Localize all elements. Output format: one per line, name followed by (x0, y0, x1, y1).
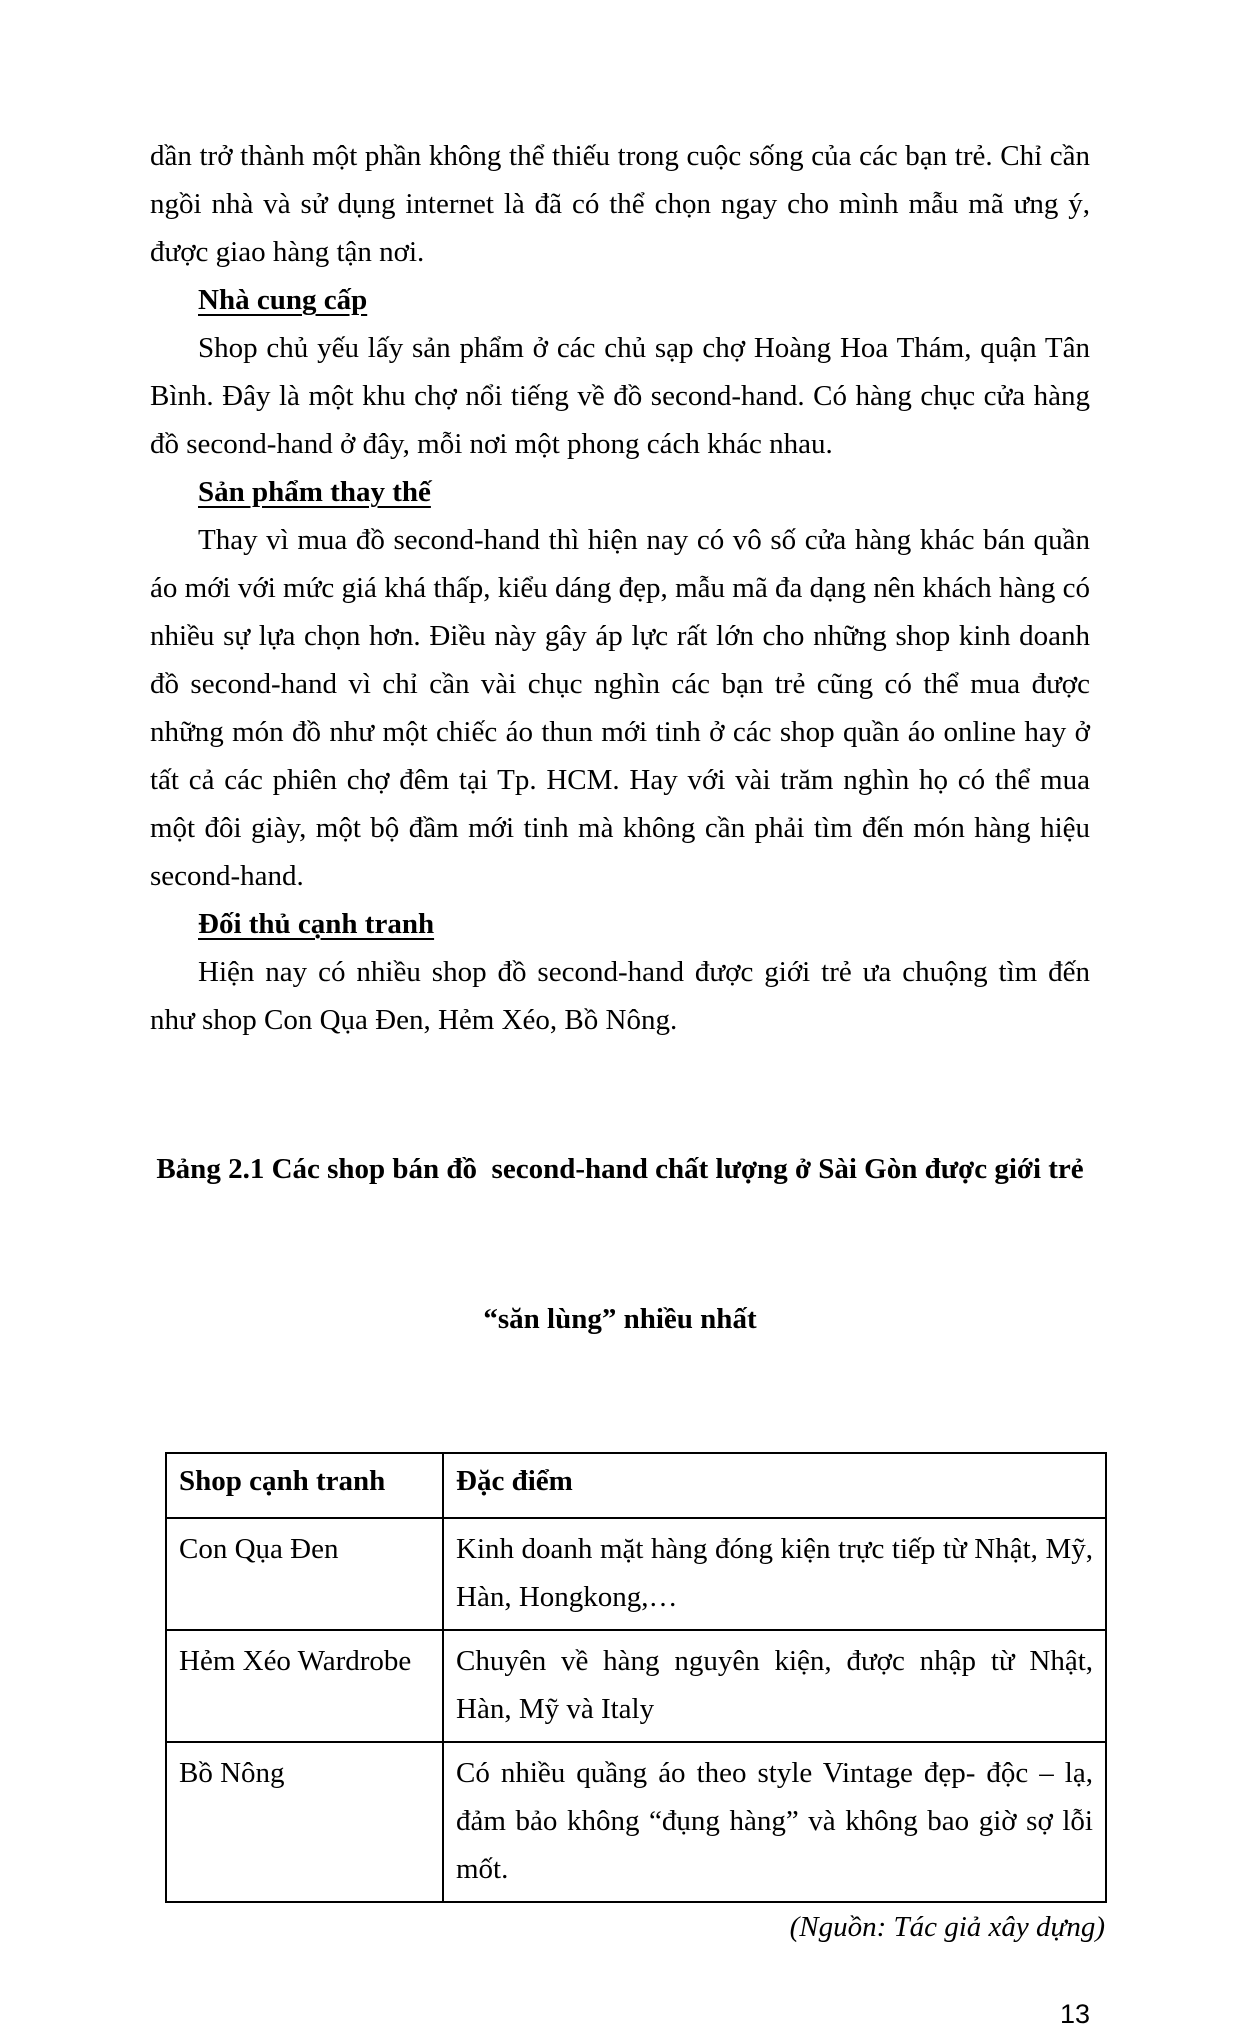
shop-description-cell: Chuyên về hàng nguyên kiện, được nhập từ Nhật, Hàn, Mỹ và Italy (443, 1630, 1106, 1742)
column-header-shop: Shop cạnh tranh (166, 1453, 443, 1518)
paragraph-san-pham-thay-the: Thay vì mua đồ second-hand thì hiện nay có vô số cửa hàng khác bán quần áo mới với mức giá khá thấp, kiểu dáng đẹp, mẫu mã đa dạng nên khách hàng có nhiều sự lựa chọn hơn. Điều này gây áp lực rất lớn cho những shop kinh doanh đồ second-hand vì chỉ cần vài chục nghìn các bạn trẻ cũng có thể mua được những món đồ như một chiếc áo thun mới tinh ở các shop quần áo online hay ở tất cả các phiên chợ đêm tại Tp. HCM. Hay với vài trăm nghìn họ có thể mua một đôi giày, một bộ đầm mới tinh mà không cần phải tìm đến món hàng hiệu second-hand. (150, 524, 1090, 892)
section-heading-san-pham-thay-the: Sản phẩm thay thế (198, 476, 431, 508)
section-heading-doi-thu-canh-tranh: Đối thủ cạnh tranh (198, 908, 435, 940)
section-heading-nha-cung-cap: Nhà cung cấp (198, 284, 368, 316)
shop-description-cell: Có nhiều quầng áo theo style Vintage đẹp- độc – lạ, đảm bảo không “đụng hàng” và không bao giờ sợ lỗi mốt. (443, 1742, 1106, 1902)
competitor-shops-table (165, 1452, 1107, 1903)
table-source-note: (Nguồn: Tác giả xây dựng) (789, 1911, 1105, 1943)
table-caption-line1: Bảng 2.1 Các shop bán đồ second-hand chất lượng ở Sài Gòn được giới trẻ (156, 1153, 1084, 1185)
table-row (166, 1630, 1106, 1742)
paragraph-intro-continuation: dần trở thành một phần không thể thiếu trong cuộc sống của các bạn trẻ. Chỉ cần ngồi nhà và sử dụng internet là đã có thể chọn ngay cho mình mẫu mã ưng ý, được giao hàng tận nơi. (150, 140, 1090, 268)
page-number: 13 (1059, 1999, 1090, 2029)
shop-description-cell: Kinh doanh mặt hàng đóng kiện trực tiếp từ Nhật, Mỹ, Hàn, Hongkong,… (443, 1518, 1106, 1630)
column-header-dac-diem: Đặc điểm (443, 1453, 1106, 1518)
table-caption-line2: “săn lùng” nhiều nhất (483, 1303, 757, 1335)
table-header-row (166, 1453, 1106, 1518)
shop-name-cell: Con Qụa Đen (166, 1518, 443, 1630)
table-caption (150, 1044, 1090, 1444)
shop-name-cell: Bồ Nông (166, 1742, 443, 1902)
shop-name-cell: Hẻm Xéo Wardrobe (166, 1630, 443, 1742)
paragraph-doi-thu-canh-tranh: Hiện nay có nhiều shop đồ second-hand được giới trẻ ưa chuộng tìm đến như shop Con Qụa Đen, Hẻm Xéo, Bồ Nông. (150, 956, 1090, 1036)
table-row (166, 1742, 1106, 1902)
paragraph-nha-cung-cap: Shop chủ yếu lấy sản phẩm ở các chủ sạp chợ Hoàng Hoa Thám, quận Tân Bình. Đây là một khu chợ nổi tiếng về đồ second-hand. Có hàng chục cửa hàng đồ second-hand ở đây, mỗi nơi một phong cách khác nhau. (150, 332, 1090, 460)
table-row (166, 1518, 1106, 1630)
